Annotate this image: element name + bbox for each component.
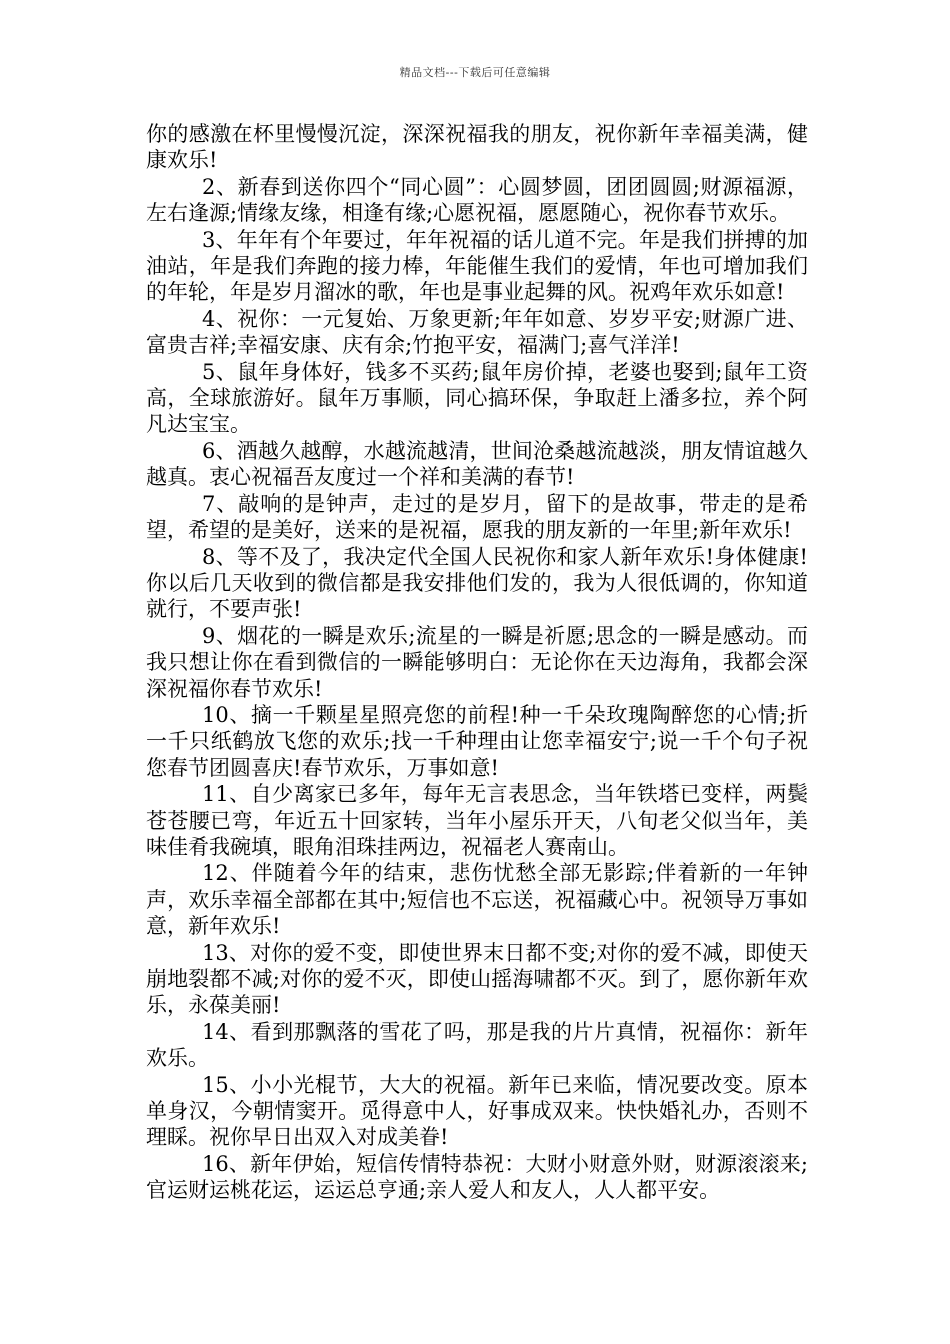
paragraph-16: 16、新年伊始，短信传情特恭祝：大财小财意外财，财源滚滚来;官运财运桃花运，运运总亨通;亲人爱人和友人，人人都平安。 [146, 1151, 808, 1203]
paragraph-2: 2、新春到送你四个“同心圆”：心圆梦圆，团团圆圆;财源福源，左右逢源;情缘友缘，相逢有缘;心愿祝福，愿愿随心，祝你春节欢乐。 [146, 174, 808, 226]
paragraph-14: 14、看到那飘落的雪花了吗，那是我的片片真情，祝福你：新年欢乐。 [146, 1019, 808, 1071]
paragraph-continuation: 你的感激在杯里慢慢沉淀，深深祝福我的朋友，祝你新年幸福美满，健康欢乐! [146, 122, 808, 173]
page-header: 精品文档---下载后可任意编辑 [399, 66, 551, 79]
paragraph-12: 12、伴随着今年的结束，悲伤忧愁全部无影踪;伴着新的一年钟声，欢乐幸福全部都在其中;短信也不忘送，祝福藏心中。祝领导万事如意，新年欢乐! [146, 861, 808, 939]
paragraph-6: 6、酒越久越醇，水越流越清，世间沧桑越流越淡，朋友情谊越久越真。衷心祝福吾友度过一个祥和美满的春节! [146, 438, 808, 490]
paragraph-13: 13、对你的爱不变，即使世界末日都不变;对你的爱不减，即使天崩地裂都不减;对你的爱不灭，即使山摇海啸都不灭。到了，愿你新年欢乐，永葆美丽! [146, 940, 808, 1018]
paragraph-3: 3、年年有个年要过，年年祝福的话儿道不完。年是我们拼搏的加油站，年是我们奔跑的接力棒，年能催生我们的爱情，年也可增加我们的年轮，年是岁月溜冰的歌，年也是事业起舞的风。祝鸡年欢乐如意! [146, 227, 808, 305]
paragraph-4: 4、祝你：一元复始、万象更新;年年如意、岁岁平安;财源广进、富贵吉祥;幸福安康、庆有余;竹抱平安，福满门;喜气洋洋! [146, 306, 808, 358]
paragraph-15: 15、小小光棍节，大大的祝福。新年已来临，情况要改变。原本单身汉，今朝情窦开。觅得意中人，好事成双来。快快婚礼办，否则不理睬。祝你早日出双入对成美眷! [146, 1072, 808, 1150]
paragraph-7: 7、敲响的是钟声，走过的是岁月，留下的是故事，带走的是希望，希望的是美好，送来的是祝福，愿我的朋友新的一年里;新年欢乐! [146, 491, 808, 543]
paragraph-8: 8、等不及了，我决定代全国人民祝你和家人新年欢乐!身体健康!你以后几天收到的微信都是我安排他们发的，我为人很低调的，你知道就行，不要声张! [146, 544, 808, 622]
paragraph-5: 5、鼠年身体好，钱多不买药;鼠年房价掉，老婆也娶到;鼠年工资高，全球旅游好。鼠年万事顺，同心搞环保，争取赶上潘多拉，养个阿凡达宝宝。 [146, 359, 808, 437]
paragraph-11: 11、自少离家已多年，每年无言表思念，当年铁塔已变样，两鬓苍苍腰已弯，年近五十回家转，当年小屋乐开天，八旬老父似当年，美味佳肴我碗填，眼角泪珠挂两边，祝福老人赛南山。 [146, 782, 808, 859]
paragraph-9: 9、烟花的一瞬是欢乐;流星的一瞬是祈愿;思念的一瞬是感动。而我只想让你在看到微信的一瞬能够明白：无论你在天边海角，我都会深深祝福你春节欢乐! [146, 623, 808, 701]
document-body [146, 121, 808, 1204]
paragraph-10: 10、摘一千颗星星照亮您的前程!种一千朵玫瑰陶醉您的心情;折一千只纸鹤放飞您的欢乐;找一千种理由让您幸福安宁;说一千个句子祝您春节团圆喜庆!春节欢乐，万事如意! [146, 702, 808, 780]
